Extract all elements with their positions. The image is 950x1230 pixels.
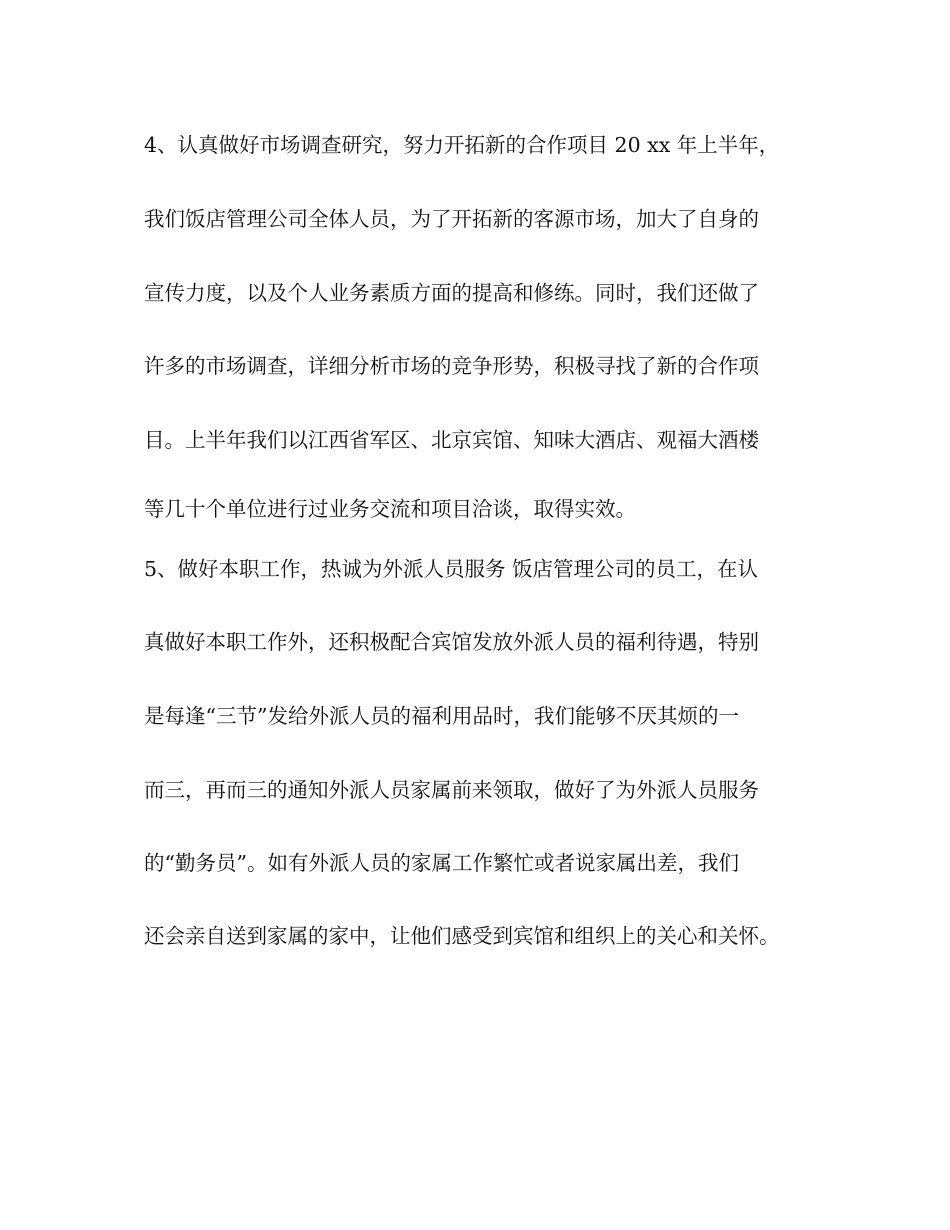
- paragraph-4-line-6: 等几十个单位进行过业务交流和项目洽谈，取得实效。: [144, 497, 636, 521]
- paragraph-5-line-2: 真做好本职工作外，还积极配合宾馆发放外派人员的福利待遇，特别: [144, 630, 759, 654]
- paragraph-4-line-5: 目。上半年我们以江西省军区、北京宾馆、知味大酒店、观福大酒楼: [144, 428, 759, 452]
- paragraph-5-line-1: 5、做好本职工作，热诚为外派人员服务 饭店管理公司的员工，在认: [144, 557, 759, 581]
- paragraph-4-line-1: 4、认真做好市场调查研究，努力开拓新的合作项目 20 xx 年上半年，: [144, 133, 780, 157]
- paragraph-4-line-4: 许多的市场调查，详细分析市场的竞争形势，积极寻找了新的合作项: [144, 354, 759, 378]
- paragraph-4-line-2: 我们饭店管理公司全体人员，为了开拓新的客源市场，加大了自身的: [144, 207, 759, 231]
- paragraph-5-line-4: 而三，再而三的通知外派人员家属前来领取，做好了为外派人员服务: [144, 778, 759, 802]
- paragraph-4-line-3: 宣传力度，以及个人业务素质方面的提高和修练。同时，我们还做了: [144, 281, 759, 305]
- paragraph-5-line-6: 还会亲自送到家属的家中，让他们感受到宾馆和组织上的关心和关怀。: [144, 924, 780, 948]
- paragraph-5-line-3: 是每逢“三节”发给外派人员的福利用品时，我们能够不厌其烦的一: [144, 704, 739, 728]
- paragraph-5-line-5: 的“勤务员”。如有外派人员的家属工作繁忙或者说家属出差，我们: [144, 851, 739, 875]
